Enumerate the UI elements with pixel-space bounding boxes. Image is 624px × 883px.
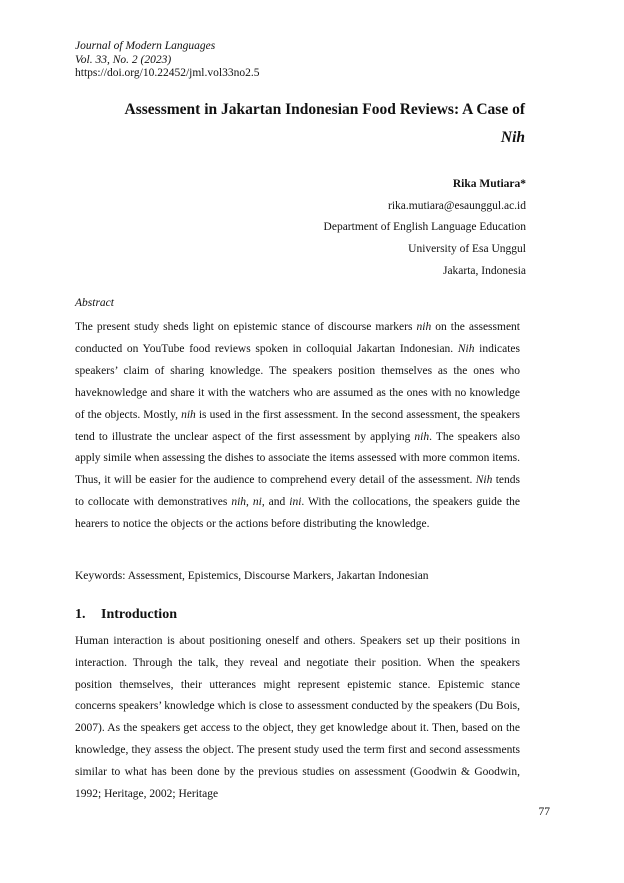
abstract-italic-term: ni xyxy=(252,496,262,509)
abstract-run: The present study sheds light on epistemic stance of discourse markers xyxy=(75,321,417,333)
author-department: Department of English Language Education xyxy=(323,221,526,234)
abstract-run: tends to collocate with demonstratives xyxy=(75,474,520,509)
abstract-run: is used in the first assessment. In the second assessment, the speakers tend to illustrate the unclear aspect of the first assessment by applying xyxy=(75,408,520,443)
page-number: 77 xyxy=(538,806,550,818)
abstract-italic-term: Nih xyxy=(457,342,475,355)
abstract-italic-term: nih xyxy=(181,408,196,421)
section-heading xyxy=(75,607,177,623)
journal-header xyxy=(75,40,259,81)
journal-volume: Vol. 33, No. 2 (2023) xyxy=(75,53,172,66)
author-email: rika.mutiara@esaunggul.ac.id xyxy=(388,199,526,212)
journal-doi: https://doi.org/10.22452/jml.vol33no2.5 xyxy=(75,67,260,79)
abstract-run: . With the collocations, the speakers guide the hearers to notice the objects or the actions before distributing the knowledge. xyxy=(75,496,521,531)
author-university: University of Esa Unggul xyxy=(408,243,526,256)
abstract-italic-term: Nih xyxy=(475,474,493,487)
abstract-run: , xyxy=(246,496,253,509)
keywords: Keywords: Assessment, Epistemics, Discourse Markers, Jakartan Indonesian xyxy=(75,570,429,582)
abstract-italic-term: nih xyxy=(231,496,247,509)
section-number: 1. xyxy=(75,607,86,622)
introduction-text: Human interaction is about positioning oneself and others. Speakers set up their positions in interaction. Through the talk, they reveal and negotiate their position. When the speakers position themselves, their utterances might represent epistemic stance. Epistemic stance concerns speakers’ knowledge which is close to assessment conducted by the speakers (Du Bois, 2007). As the speakers get access to the object, they get knowledge about it. Then, based on the knowledge, they assess the object. The present study used the term first and second assessments similar to what has been done by the previous studies on assessment (Goodwin & Goodwin, 1992; Heritage, 2002; Heritage xyxy=(75,635,520,800)
abstract-italic-term: nih xyxy=(416,321,432,333)
abstract-heading: Abstract xyxy=(75,297,114,309)
abstract-text xyxy=(75,317,520,536)
section-title: Introduction xyxy=(101,607,177,622)
abstract-italic-term: nih xyxy=(414,430,430,443)
abstract-run: indicates speakers’ claim of sharing knowledge. The speakers position themselves as the ones who haveknowledge and share it with the watchers who are assumed as the ones with no knowledge of the objects. Mostly, xyxy=(75,342,521,421)
paper-title-italic: Nih xyxy=(500,129,525,146)
paper-title xyxy=(80,96,525,152)
author-block xyxy=(324,174,526,283)
author-name: Rika Mutiara* xyxy=(452,178,526,190)
author-location: Jakarta, Indonesia xyxy=(442,264,526,277)
journal-name: Journal of Modern Languages xyxy=(75,40,216,52)
abstract-run: . The speakers also apply simile when assessing the dishes to associate the items assessed with more common items. Thus, it will be easier for the audience to comprehend every detail of the assessment. xyxy=(75,430,520,487)
abstract-run: on the assessment conducted on YouTube food reviews spoken in colloquial Jakartan Indonesian. xyxy=(75,321,520,355)
abstract-run: , and xyxy=(261,496,290,509)
abstract-italic-term: ini xyxy=(289,496,302,509)
paper-title-main: Assessment in Jakartan Indonesian Food Reviews: A Case of xyxy=(124,101,525,118)
